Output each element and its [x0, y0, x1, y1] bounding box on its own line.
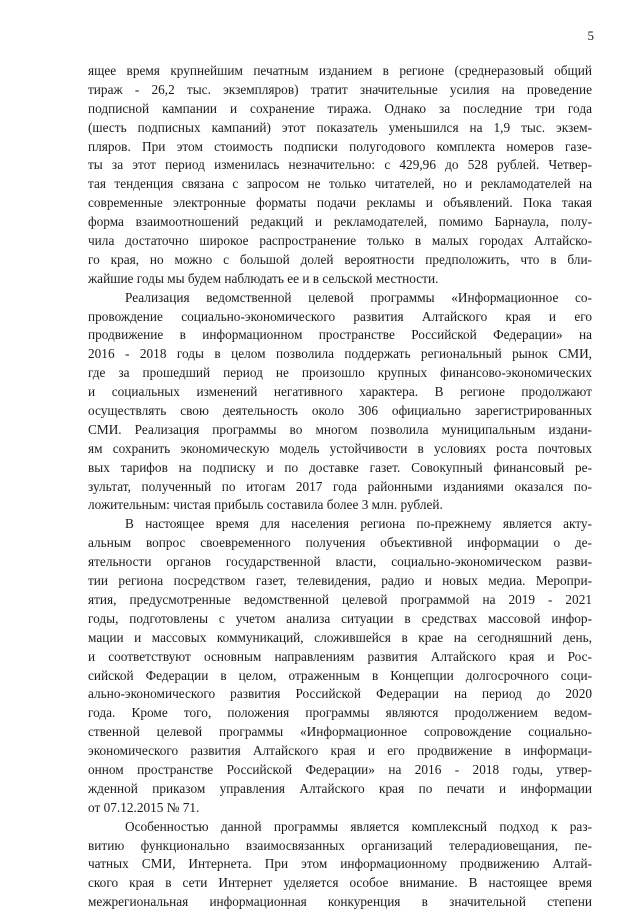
document-body: [88, 62, 592, 912]
text-line: пляров. При этом стоимость подписки полугодового комплекта номеров газе-: [88, 138, 592, 154]
text-line: чила достаточно широкое распространение только в малых городах Алтайско-: [88, 233, 592, 249]
page-number: 5: [587, 28, 594, 43]
text-line: форма взаимоотношений редакций и рекламодателей, помимо Барнаула, полу-: [88, 214, 592, 230]
text-line: жденной приказом управления Алтайского края по печати и информации: [88, 780, 592, 796]
text-line: ятельности органов государственной власти, социально-экономическом разви-: [88, 554, 592, 570]
text-line: и социальных изменений негативного характера. В регионе продолжают: [88, 384, 592, 400]
text-line: В настоящее время для населения региона по-прежнему является акту-: [125, 516, 592, 532]
text-line: продвижение в информационном пространстве Российской Федерации» на: [88, 327, 592, 343]
text-line: ложительным: чистая прибыль составила более 3 млн. рублей.: [88, 497, 443, 513]
text-line: онном пространстве Российской Федерации» на 2016 - 2018 годы, утвер-: [88, 761, 592, 777]
paragraph-2: [88, 289, 592, 516]
text-line: подписной кампании и сохранение тиража. Однако за последние три года: [88, 100, 592, 116]
text-line: го края, но можно с большой долей вероятности предположить, что в бли-: [88, 251, 592, 267]
text-line: ственной целевой программы «Информационное сопровождение социально-: [88, 724, 592, 740]
text-line: межрегиональная информационная конкуренция в значительной степени: [88, 894, 592, 910]
text-line: экономического развития Алтайского края и его продвижение в информаци-: [88, 743, 592, 759]
text-line: витию функционально взаимосвязанных организаций телерадиовещания, пе-: [88, 837, 592, 853]
text-line: сийской Федерации в целом, отраженным в Концепции долгосрочного соци-: [88, 667, 592, 683]
text-line: ского края в сети Интернет уделяется особое внимание. В настоящее время: [88, 875, 592, 891]
text-line: Особенностью данной программы является комплексный подход к раз-: [125, 818, 592, 834]
text-line: провождение социально-экономического развития Алтайского края и его: [88, 308, 592, 324]
text-line: тираж - 26,2 тыс. экземпляров) тратит значительные усилия на проведение: [88, 81, 592, 97]
text-line: современные электронные форматы подачи рекламы и объявлений. Пока такая: [88, 195, 592, 211]
text-line: СМИ. Реализация программы во многом позволила муниципальным издани-: [88, 421, 592, 437]
text-line: чатных СМИ, Интернета. При этом информационному продвижению Алтай-: [88, 856, 592, 872]
text-line: годы, подготовлены с учетом анализа ситуации в средствах массовой инфор-: [88, 610, 592, 626]
paragraph-4: [88, 818, 592, 912]
text-line: зультат, полученный по итогам 2017 года районными изданиями оказался по-: [88, 478, 592, 494]
text-line: где за прошедший период не произошло крупных финансово-экономических: [88, 365, 592, 381]
text-line: ты за этот период изменилась незначительно: с 429,96 до 528 рублей. Четвер-: [88, 157, 592, 173]
text-line: ям сохранить экономическую модель устойчивости в условиях роста почтовых: [88, 440, 592, 456]
text-line: тии региона посредством газет, телевидения, радио и новых медиа. Меропри-: [88, 573, 592, 589]
text-line: и соответствуют основным направлениям развития Алтайского края и Рос-: [88, 648, 592, 664]
text-line: жайшие годы мы будем наблюдать ее и в сельской местности.: [88, 270, 439, 286]
text-line: альным вопрос своевременного получения объективной информации о де-: [88, 535, 592, 551]
paragraph-1: [88, 62, 592, 289]
text-line: мации и массовых коммуникаций, сложившейся в крае на сегодняшний день,: [88, 629, 592, 645]
text-line: осуществлять свою деятельность около 306 официально зарегистрированных: [88, 403, 592, 419]
text-line: 2016 - 2018 годы в целом позволила поддержать региональный рынок СМИ,: [88, 346, 592, 362]
text-line: вых тарифов на подписку и по доставке газет. Совокупный финансовый ре-: [88, 459, 592, 475]
text-line: (шесть подписных кампаний) этот показатель уменьшился на 1,9 тыс. экзем-: [88, 119, 592, 135]
text-line: ятия, предусмотренные ведомственной целевой программой на 2019 - 2021: [88, 591, 592, 607]
text-line: ально-экономического развития Российской Федерации на период до 2020: [88, 686, 592, 702]
text-line: ящее время крупнейшим печатным изданием в регионе (среднеразовый общий: [88, 63, 592, 78]
text-line: года. Кроме того, положения программы являются продолжением ведом-: [88, 705, 592, 721]
text-line: от 07.12.2015 № 71.: [88, 799, 200, 815]
text-line: Реализация ведомственной целевой программы «Информационное со-: [125, 289, 592, 305]
paragraph-3: [88, 515, 592, 817]
text-line: тая тенденция связана с запросом не только читателей, но и рекламодателей на: [88, 176, 592, 192]
